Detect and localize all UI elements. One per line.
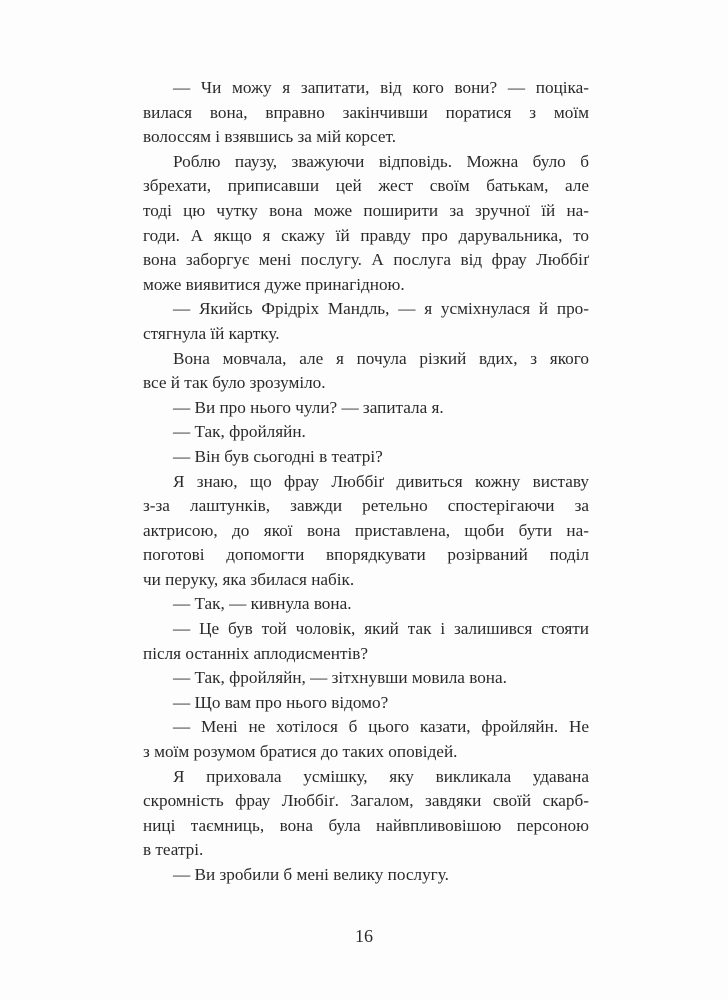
text-line: в театрі. — [143, 840, 204, 860]
text-line: тоді цю чутку вона може поширити за зручної їй на- — [143, 200, 589, 220]
text-line: — Так, фройляйн. — [173, 422, 306, 442]
text-line: після останніх аплодисментів? — [143, 643, 369, 663]
text-line: ниці таємниць, вона була найвпливовішою персоною — [143, 815, 589, 835]
text-line: вилася вона, вправно закінчивши поратися з моїм — [143, 102, 589, 122]
text-line: Вона мовчала, але я почула різкий вдих, з якого — [173, 348, 589, 368]
text-line: все й так було зрозуміло. — [143, 373, 326, 393]
text-line: Роблю паузу, зважуючи відповідь. Можна було б — [173, 151, 589, 171]
text-line: Я приховала усмішку, яку викликала удавана — [173, 766, 589, 786]
text-line: — Ви про нього чули? — запитала я. — [173, 397, 444, 417]
text-line: — Так, фройляйн, — зітхнувши мовила вона. — [173, 668, 507, 688]
body-text — [143, 76, 589, 888]
text-line: актрисою, до якої вона приставлена, щоби бути на- — [143, 520, 589, 540]
text-line: — Він був сьогодні в театрі? — [173, 446, 383, 466]
text-line: — Так, — кивнула вона. — [173, 594, 352, 614]
text-line: — Що вам про нього відомо? — [173, 692, 389, 712]
text-line: з моїм розумом братися до таких оповідей. — [143, 742, 458, 762]
text-line: волоссям і взявшись за мій корсет. — [143, 127, 397, 147]
text-line: — Ви зробили б мені велику послугу. — [173, 865, 449, 884]
text-line: з-за лаштунків, завжди ретельно спостерігаючи за — [143, 496, 589, 516]
text-line: скромність фрау Люббіґ. Загалом, завдяки своїй скарб- — [143, 791, 589, 811]
page-number: 16 — [355, 926, 373, 946]
text-line: може виявитися дуже принагідною. — [143, 274, 405, 294]
text-line: збрехати, приписавши цей жест своїм батькам, але — [143, 176, 589, 196]
text-line: поготові допомогти впорядкувати розірваний поділ — [143, 545, 589, 565]
text-line: — Якийсь Фрідріх Мандль, — я усміхнулася й про- — [173, 299, 589, 319]
text-line: стягнула їй картку. — [143, 323, 280, 343]
text-line: чи перуку, яка збилася набік. — [143, 569, 355, 589]
text-line: — Мені не хотілося б цього казати, фройляйн. Не — [173, 717, 589, 737]
text-line: вона заборгує мені послугу. А послуга від фрау Люббіґ — [143, 250, 589, 270]
text-line: годи. А якщо я скажу їй правду про дарувальника, то — [143, 225, 589, 245]
text-line: — Чи можу я запитати, від кого вони? — поціка- — [173, 78, 589, 97]
text-line: — Це був той чоловік, який так і залишився стояти — [173, 619, 589, 639]
text-line: Я знаю, що фрау Люббіґ дивиться кожну виставу — [173, 471, 589, 491]
